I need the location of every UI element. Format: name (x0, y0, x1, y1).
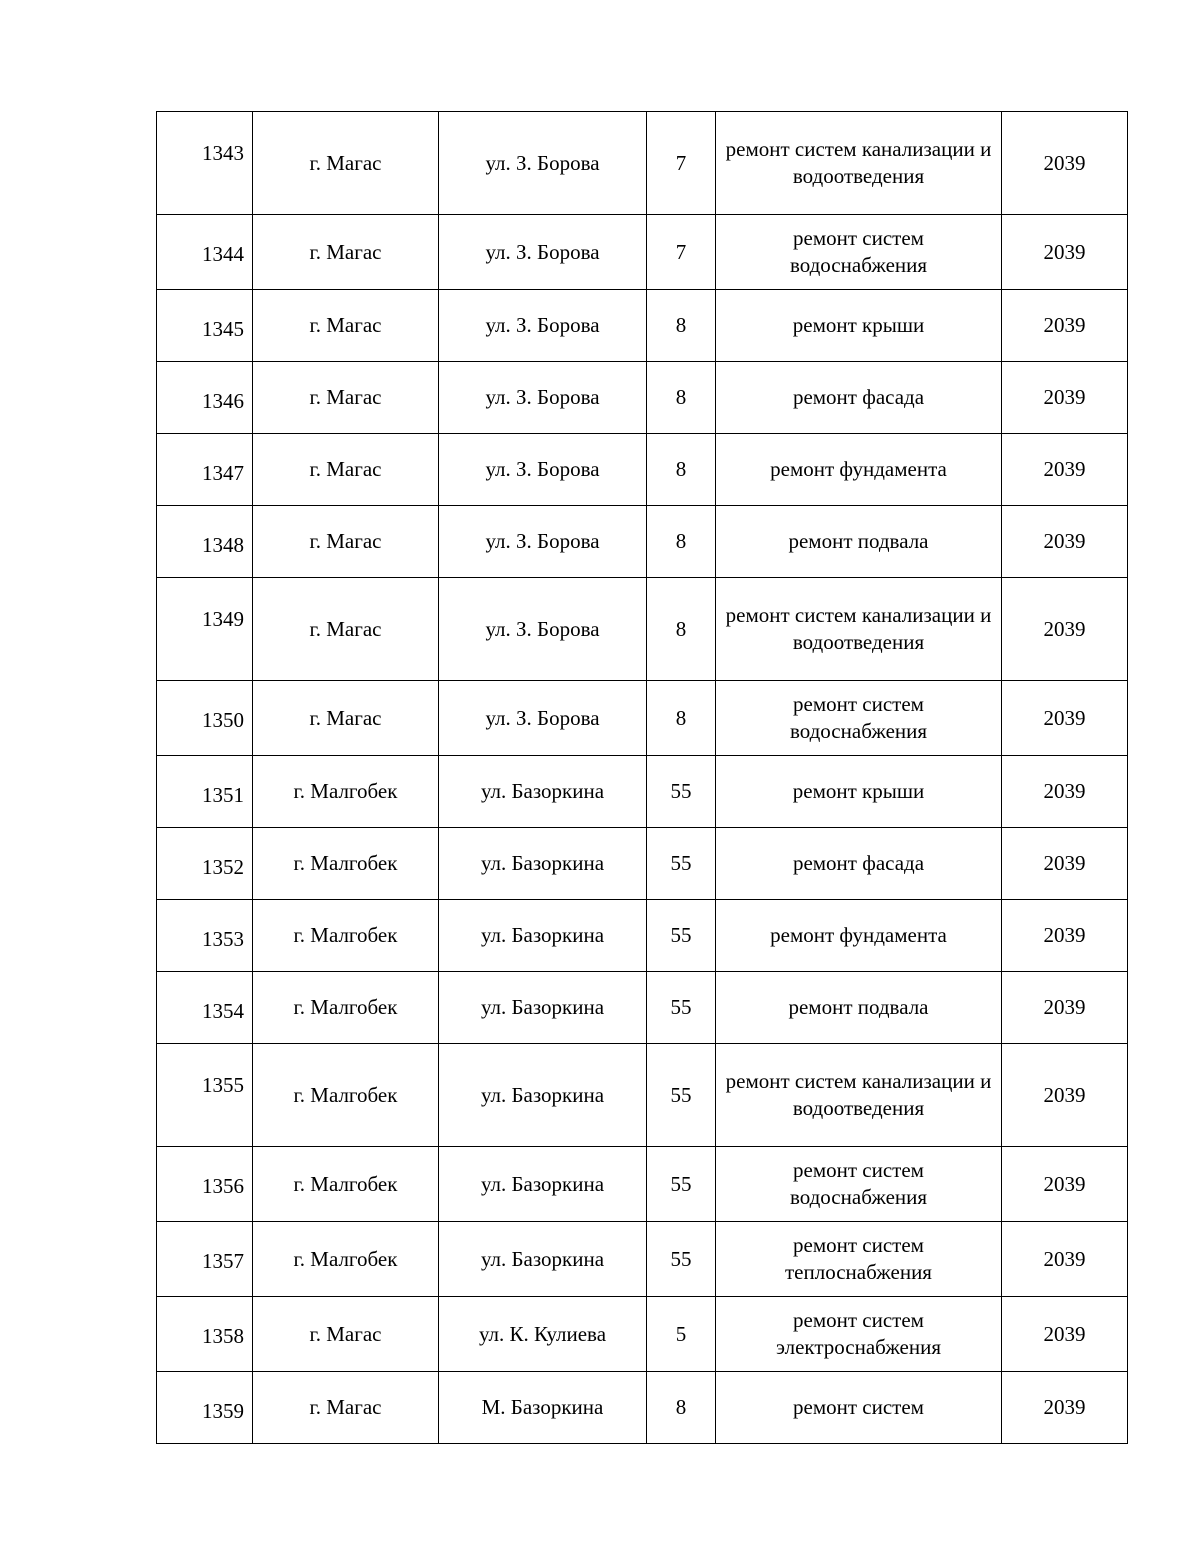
row-number-cell: 1358 (157, 1297, 253, 1372)
year-cell: 2039 (1002, 506, 1128, 578)
city-cell: г. Магас (253, 681, 439, 756)
street-cell: ул. Базоркина (439, 756, 647, 828)
year-cell: 2039 (1002, 1147, 1128, 1222)
year-cell: 2039 (1002, 1372, 1128, 1444)
street-cell: ул. Базоркина (439, 1044, 647, 1147)
street-cell: ул. Базоркина (439, 1147, 647, 1222)
work-type-cell: ремонт крыши (716, 756, 1002, 828)
row-number-cell: 1357 (157, 1222, 253, 1297)
work-type-cell: ремонт систем электроснабжения (716, 1297, 1002, 1372)
repair-schedule-table (156, 111, 1128, 1444)
house-number-cell: 55 (647, 756, 716, 828)
house-number-cell: 7 (647, 112, 716, 215)
house-number-cell: 5 (647, 1297, 716, 1372)
work-type-cell: ремонт фасада (716, 362, 1002, 434)
row-number-cell: 1351 (157, 756, 253, 828)
table-row (157, 362, 1128, 434)
year-cell: 2039 (1002, 972, 1128, 1044)
table-row (157, 434, 1128, 506)
city-cell: г. Магас (253, 112, 439, 215)
street-cell: ул. Базоркина (439, 900, 647, 972)
year-cell: 2039 (1002, 1297, 1128, 1372)
year-cell: 2039 (1002, 900, 1128, 972)
street-cell: ул. З. Борова (439, 506, 647, 578)
house-number-cell: 8 (647, 362, 716, 434)
year-cell: 2039 (1002, 756, 1128, 828)
city-cell: г. Магас (253, 1372, 439, 1444)
year-cell: 2039 (1002, 290, 1128, 362)
street-cell: ул. З. Борова (439, 112, 647, 215)
year-cell: 2039 (1002, 578, 1128, 681)
table-row (157, 681, 1128, 756)
table-row (157, 900, 1128, 972)
year-cell: 2039 (1002, 434, 1128, 506)
city-cell: г. Малгобек (253, 900, 439, 972)
house-number-cell: 8 (647, 506, 716, 578)
house-number-cell: 8 (647, 434, 716, 506)
row-number-cell: 1350 (157, 681, 253, 756)
street-cell: ул. Базоркина (439, 1222, 647, 1297)
city-cell: г. Магас (253, 362, 439, 434)
city-cell: г. Магас (253, 215, 439, 290)
work-type-cell: ремонт фундамента (716, 434, 1002, 506)
city-cell: г. Магас (253, 578, 439, 681)
work-type-cell: ремонт систем (716, 1372, 1002, 1444)
work-type-cell: ремонт систем канализации и водоотведения (716, 1044, 1002, 1147)
house-number-cell: 8 (647, 578, 716, 681)
city-cell: г. Малгобек (253, 972, 439, 1044)
street-cell: ул. З. Борова (439, 578, 647, 681)
row-number-cell: 1344 (157, 215, 253, 290)
work-type-cell: ремонт крыши (716, 290, 1002, 362)
work-type-cell: ремонт подвала (716, 972, 1002, 1044)
table-row (157, 1147, 1128, 1222)
table-row (157, 756, 1128, 828)
city-cell: г. Малгобек (253, 1044, 439, 1147)
work-type-cell: ремонт систем канализации и водоотведения (716, 112, 1002, 215)
year-cell: 2039 (1002, 362, 1128, 434)
city-cell: г. Магас (253, 290, 439, 362)
city-cell: г. Магас (253, 506, 439, 578)
year-cell: 2039 (1002, 215, 1128, 290)
year-cell: 2039 (1002, 828, 1128, 900)
year-cell: 2039 (1002, 681, 1128, 756)
street-cell: ул. Базоркина (439, 828, 647, 900)
work-type-cell: ремонт систем водоснабжения (716, 215, 1002, 290)
city-cell: г. Магас (253, 434, 439, 506)
city-cell: г. Малгобек (253, 1222, 439, 1297)
work-type-cell: ремонт подвала (716, 506, 1002, 578)
street-cell: ул. З. Борова (439, 290, 647, 362)
house-number-cell: 55 (647, 1222, 716, 1297)
row-number-cell: 1352 (157, 828, 253, 900)
house-number-cell: 55 (647, 972, 716, 1044)
street-cell: ул. З. Борова (439, 434, 647, 506)
year-cell: 2039 (1002, 1044, 1128, 1147)
street-cell: ул. Базоркина (439, 972, 647, 1044)
row-number-cell: 1353 (157, 900, 253, 972)
street-cell: ул. З. Борова (439, 215, 647, 290)
street-cell: ул. К. Кулиева (439, 1297, 647, 1372)
house-number-cell: 55 (647, 1044, 716, 1147)
house-number-cell: 7 (647, 215, 716, 290)
row-number-cell: 1343 (157, 112, 253, 215)
row-number-cell: 1359 (157, 1372, 253, 1444)
row-number-cell: 1348 (157, 506, 253, 578)
work-type-cell: ремонт систем теплоснабжения (716, 1222, 1002, 1297)
table-row (157, 1297, 1128, 1372)
city-cell: г. Малгобек (253, 1147, 439, 1222)
table-row (157, 1044, 1128, 1147)
house-number-cell: 55 (647, 1147, 716, 1222)
city-cell: г. Магас (253, 1297, 439, 1372)
house-number-cell: 8 (647, 1372, 716, 1444)
house-number-cell: 55 (647, 900, 716, 972)
row-number-cell: 1354 (157, 972, 253, 1044)
row-number-cell: 1346 (157, 362, 253, 434)
table-row (157, 828, 1128, 900)
work-type-cell: ремонт систем водоснабжения (716, 681, 1002, 756)
work-type-cell: ремонт фундамента (716, 900, 1002, 972)
house-number-cell: 55 (647, 828, 716, 900)
city-cell: г. Малгобек (253, 828, 439, 900)
table-body (157, 112, 1128, 1444)
table-row (157, 215, 1128, 290)
work-type-cell: ремонт систем канализации и водоотведения (716, 578, 1002, 681)
row-number-cell: 1349 (157, 578, 253, 681)
table-row (157, 506, 1128, 578)
year-cell: 2039 (1002, 112, 1128, 215)
row-number-cell: 1356 (157, 1147, 253, 1222)
row-number-cell: 1345 (157, 290, 253, 362)
house-number-cell: 8 (647, 681, 716, 756)
table-row (157, 290, 1128, 362)
work-type-cell: ремонт систем водоснабжения (716, 1147, 1002, 1222)
table-row (157, 1222, 1128, 1297)
table-row (157, 972, 1128, 1044)
street-cell: ул. З. Борова (439, 681, 647, 756)
year-cell: 2039 (1002, 1222, 1128, 1297)
city-cell: г. Малгобек (253, 756, 439, 828)
table-row (157, 578, 1128, 681)
table-row (157, 1372, 1128, 1444)
table-row (157, 112, 1128, 215)
work-type-cell: ремонт фасада (716, 828, 1002, 900)
row-number-cell: 1347 (157, 434, 253, 506)
street-cell: М. Базоркина (439, 1372, 647, 1444)
street-cell: ул. З. Борова (439, 362, 647, 434)
row-number-cell: 1355 (157, 1044, 253, 1147)
house-number-cell: 8 (647, 290, 716, 362)
